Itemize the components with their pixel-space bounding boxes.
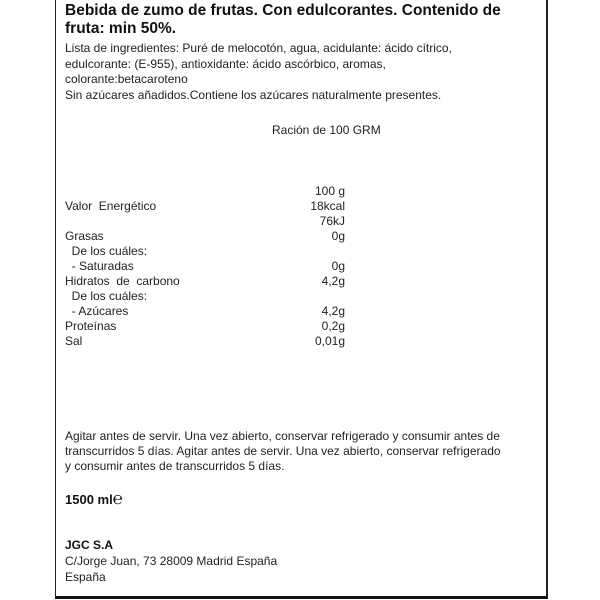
product-title-line-2: fruta: min 50%. <box>65 20 177 37</box>
storage-line-3: y consumir antes de transcurridos 5 días. <box>65 459 285 473</box>
company-name: JGC S.A <box>65 538 114 552</box>
estimated-sign-icon: ℮ <box>112 489 123 508</box>
nutrient-value: 4,2g <box>321 304 345 318</box>
nutrient-value: 76kJ <box>319 214 345 228</box>
nutrient-value: 0,2g <box>321 319 345 333</box>
company-country: España <box>65 570 106 584</box>
company-address: C/Jorge Juan, 73 28009 Madrid España <box>65 554 278 568</box>
ingredients-line-1: Lista de ingredientes: Puré de melocotón, agua, acidulante: ácido cítrico, <box>65 41 452 55</box>
nutrient-value: 4,2g <box>321 274 345 288</box>
serving-size: Ración de 100 GRM <box>272 123 381 137</box>
storage-line-2: transcurridos 5 días. Agitar antes de servir. Una vez abierto, conservar refrigerado <box>65 444 501 458</box>
nutrient-value: 0g <box>331 259 345 273</box>
product-label <box>55 0 548 599</box>
nutrient-name: Grasas <box>65 229 104 243</box>
net-volume <box>65 491 123 507</box>
nutrient-value: 18kcal <box>310 199 345 213</box>
nutrient-name: Valor Energético <box>65 199 157 213</box>
ingredients-line-2: edulcorante: (E-955), antioxidante: ácido ascórbico, aromas, <box>65 57 386 71</box>
nutrient-name: - Saturadas <box>65 259 134 273</box>
nutrient-name: De los cuáles: <box>65 289 148 303</box>
volume-text: 1500 ml <box>65 492 113 507</box>
product-title-line-1: Bebida de zumo de frutas. Con edulcorantes. Contenido de <box>65 2 501 19</box>
nutrient-value: 0,01g <box>314 334 345 348</box>
nutrient-name: Proteínas <box>65 319 117 333</box>
nutrient-name: Sal <box>65 334 83 348</box>
nutrient-value: 0g <box>331 229 345 243</box>
nutrient-name: - Azúcares <box>65 304 129 318</box>
nutrient-name: De los cuáles: <box>65 244 148 258</box>
storage-line-1: Agitar antes de servir. Una vez abierto, conservar refrigerado y consumir antes de <box>65 429 500 443</box>
nutrient-name: Hidratos de carbono <box>65 274 180 288</box>
ingredients-line-3: colorante:betacaroteno <box>65 72 188 86</box>
nutrition-column-header: 100 g <box>314 184 345 198</box>
sugar-note: Sin azúcares añadidos.Contiene los azúcares naturalmente presentes. <box>65 88 442 102</box>
